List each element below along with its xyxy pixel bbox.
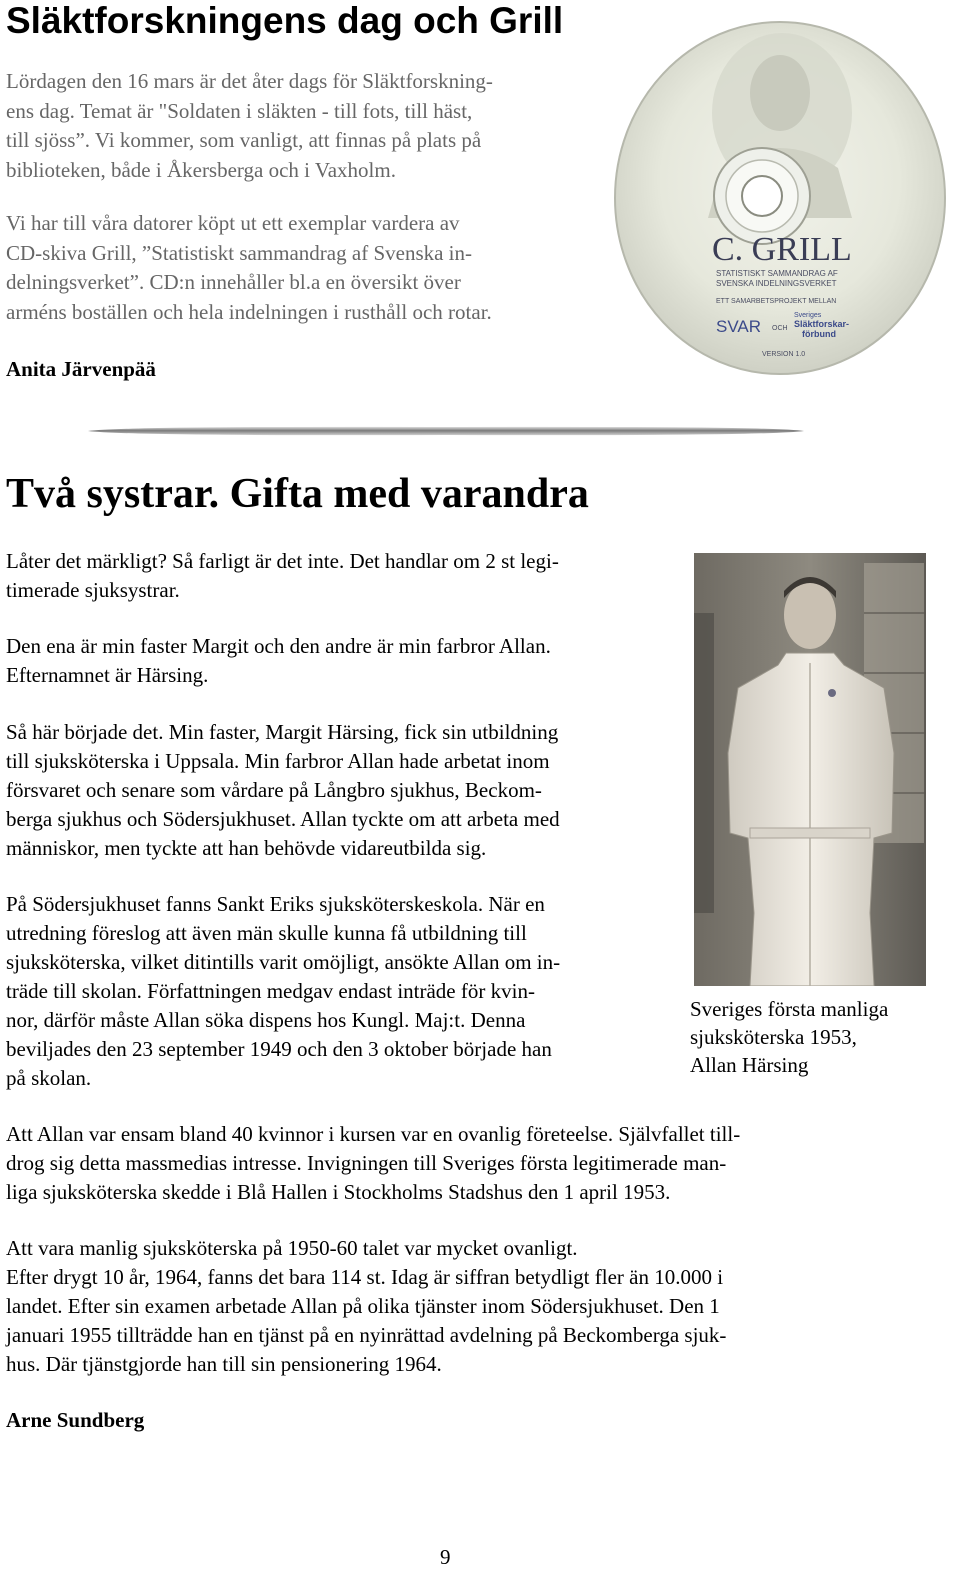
article-title: Släktforskningens dag och Grill <box>6 0 564 41</box>
article-paragraph: Låter det märkligt? Så farligt är det inte. Det handlar om 2 st legi- timerade sjuksystrar. <box>6 549 559 602</box>
photo-caption: Sveriges första manliga sjuksköterska 1953, Allan Härsing <box>690 997 889 1077</box>
article-author: Arne Sundberg <box>6 1408 145 1432</box>
cd-subtitle: SVENSKA INDELNINGSVERKET <box>716 279 837 288</box>
article-paragraph: Att vara manlig sjuksköterska på 1950-60 talet var mycket ovanligt. Efter drygt 10 år, 1964, fanns det bara 114 st. Idag är siffran betydligt fler än 10.000 i landet. Efter sin examen arbetade Allan på olika tjänster inom Södersjukhuset. Den 1 januari 1955 tillträdde han en tjänst på en nyinrättad avdelning på Beckomberga sjuk- hus. Där tjänstgjorde han till sin pensionering 1964. <box>6 1236 727 1376</box>
article-paragraph: Så här började det. Min faster, Margit Härsing, fick sin utbildning till sjuksköterska i Uppsala. Min farbror Allan hade arbetat inom försvaret och senare som vårdare på Långbro sjukhus, Beckom- berga sjukhus och Södersjukhuset. Allan tyckte om att arbeta med människor, men tyckte att han behövde vidareutbilda sig. <box>6 720 560 860</box>
article-paragraph: På Södersjukhuset fanns Sankt Eriks sjuksköterskeskola. När en utredning föreslog att även män skulle kunna få utbildning till sjuksköterska, vilket ditintills varit omöjligt, ansökte Allan om in- träde till skolan. Författningen medgav endast inträde för kvin- nor, därför måste Allan söka dispens hos Kungl. Maj:t. Denna beviljades den 23 september 1949 och den 3 oktober började han på skolan. <box>6 892 561 1090</box>
article-paragraph: Den ena är min faster Margit och den andre är min farbror Allan. Efternamnet är Härsing. <box>6 634 551 687</box>
sf-logo: förbund <box>802 329 836 339</box>
cd-title: C. GRILL <box>712 231 852 268</box>
section-divider <box>88 424 804 438</box>
cd-image <box>612 18 948 378</box>
page-number: 9 <box>440 1545 451 1569</box>
sf-logo: Sveriges <box>794 312 822 319</box>
article-paragraph: Vi har till våra datorer köpt ut ett exemplar vardera av CD-skiva Grill, ”Statistiskt sammandrag af Svenska in- delningsverket”. CD:n innehåller bl.a en översikt över arméns boställen och hela indelningen i rusthåll och rotar. <box>6 211 492 324</box>
cd-och: OCH <box>772 325 788 332</box>
cd-subtitle: STATISTISKT SAMMANDRAG AF <box>716 269 838 278</box>
cd-subtitle: ETT SAMARBETSPROJEKT MELLAN <box>716 298 837 305</box>
cd-disc-icon <box>612 18 948 378</box>
nurse-portrait-icon <box>694 553 926 986</box>
article-title: Två systrar. Gifta med varandra <box>6 471 589 517</box>
sf-logo: Släktforskar- <box>794 319 850 329</box>
svar-logo: SVAR <box>716 317 762 336</box>
article-paragraph: Lördagen den 16 mars är det åter dags för Släktforskning- ens dag. Temat är "Soldaten i släkten - till fots, till häst, till sjöss”. Vi kommer, som vanligt, att finnas på plats på biblioteken, både i Åkersberga och i Vaxholm. <box>6 69 493 182</box>
article-author: Anita Järvenpää <box>6 357 156 381</box>
article-paragraph: Att Allan var ensam bland 40 kvinnor i kursen var en ovanlig företeelse. Självfallet till- drog sig detta massmedias intresse. Invigningen till Sveriges första legitimerade man- liga sjuksköterska skedde i Blå Hallen i Stockholms Stadshus den 1 april 1953. <box>6 1122 741 1204</box>
portrait-photo <box>694 553 926 986</box>
cd-version: VERSION 1.0 <box>762 351 806 358</box>
